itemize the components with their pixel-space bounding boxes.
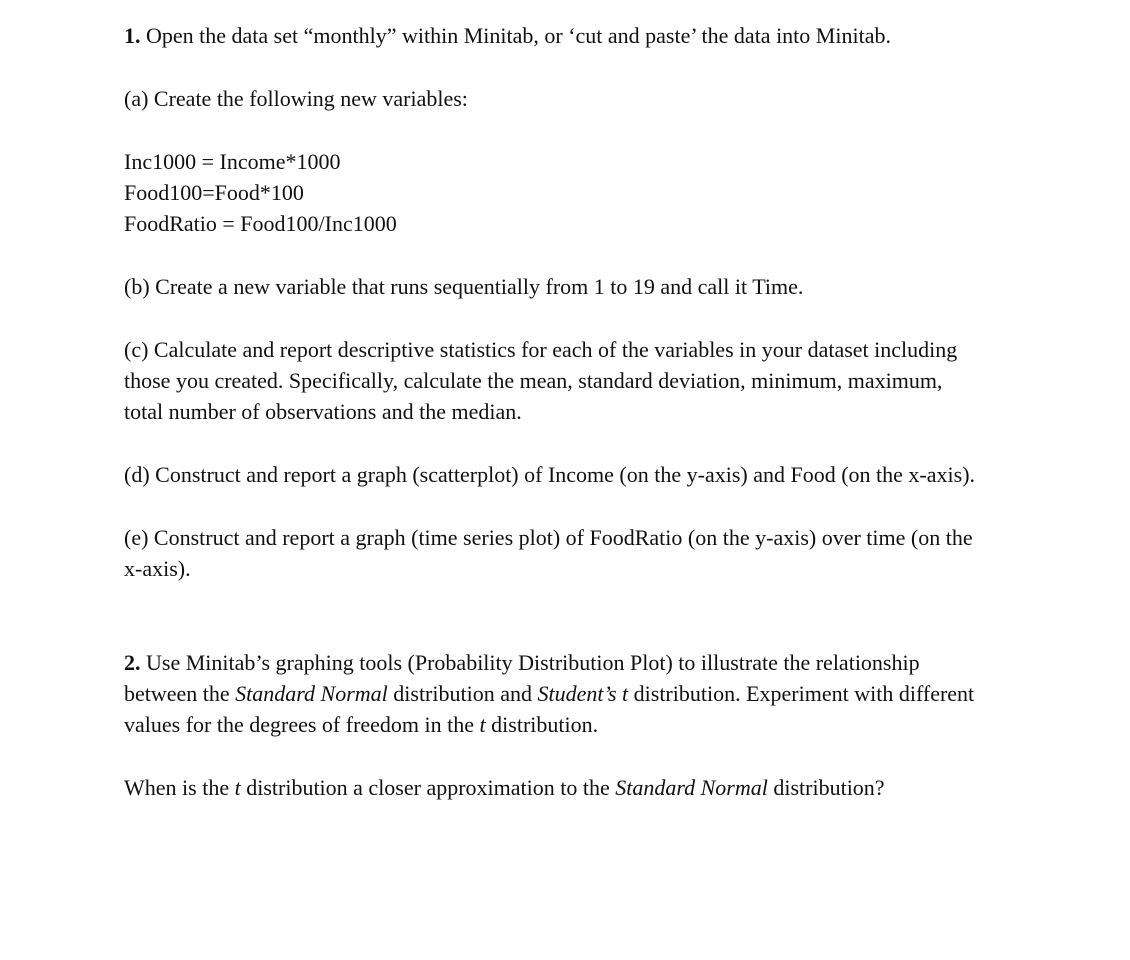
q2-question-e: distribution?	[767, 775, 885, 800]
students-t-term: Student’s t	[537, 681, 629, 706]
formula-foodratio: FoodRatio = Food100/Inc1000	[124, 211, 397, 236]
q2-text-2a: between the	[124, 681, 236, 706]
q2-line-3	[124, 709, 1064, 740]
assignment-document	[124, 20, 1064, 803]
q2-question-a: When is the	[124, 775, 235, 800]
formula-inc1000: Inc1000 = Income*1000	[124, 149, 341, 174]
q2-question-c: distribution a closer approximation to the	[240, 775, 616, 800]
q1b-text: (b) Create a new variable that runs sequentially from 1 to 19 and call it Time.	[124, 274, 804, 299]
q2-number: 2.	[124, 650, 141, 675]
q2-line-1	[124, 647, 1064, 678]
q2-text-1: Use Minitab’s graphing tools (Probability Distribution Plot) to illustrate the relationship	[140, 650, 920, 675]
t-term: t	[479, 712, 486, 737]
q1c-line-1: (c) Calculate and report descriptive statistics for each of the variables in your dataset including	[124, 337, 958, 362]
q2-text-2e: distribution. Experiment with different	[628, 681, 975, 706]
q1e-line-2: x-axis).	[124, 556, 191, 581]
q1c-line-2: those you created. Specifically, calculate the mean, standard deviation, minimum, maximum,	[124, 368, 943, 393]
standard-normal-term: Standard Normal	[235, 681, 388, 706]
q2-question-standard-normal: Standard Normal	[615, 775, 768, 800]
q1c-line-3: total number of observations and the median.	[124, 399, 522, 424]
q1-number: 1.	[124, 23, 141, 48]
q2-question	[124, 772, 1064, 803]
q2-text-3a: values for the degrees of freedom in the	[124, 712, 480, 737]
q2-text-3c: distribution.	[485, 712, 599, 737]
q2-text-2c: distribution and	[387, 681, 538, 706]
q1a-label: (a) Create the following new variables:	[124, 86, 468, 111]
q1d-text: (d) Construct and report a graph (scatterplot) of Income (on the y-axis) and Food (on the x-axis).	[124, 462, 976, 487]
q2-question-t: t	[234, 775, 241, 800]
q1-heading	[124, 20, 1064, 51]
q1e-line-1: (e) Construct and report a graph (time series plot) of FoodRatio (on the y-axis) over time (on the	[124, 525, 973, 550]
formula-food100: Food100=Food*100	[124, 180, 304, 205]
q2-line-2	[124, 678, 1064, 709]
q1-text: Open the data set “monthly” within Minitab, or ‘cut and paste’ the data into Minitab.	[140, 23, 891, 48]
